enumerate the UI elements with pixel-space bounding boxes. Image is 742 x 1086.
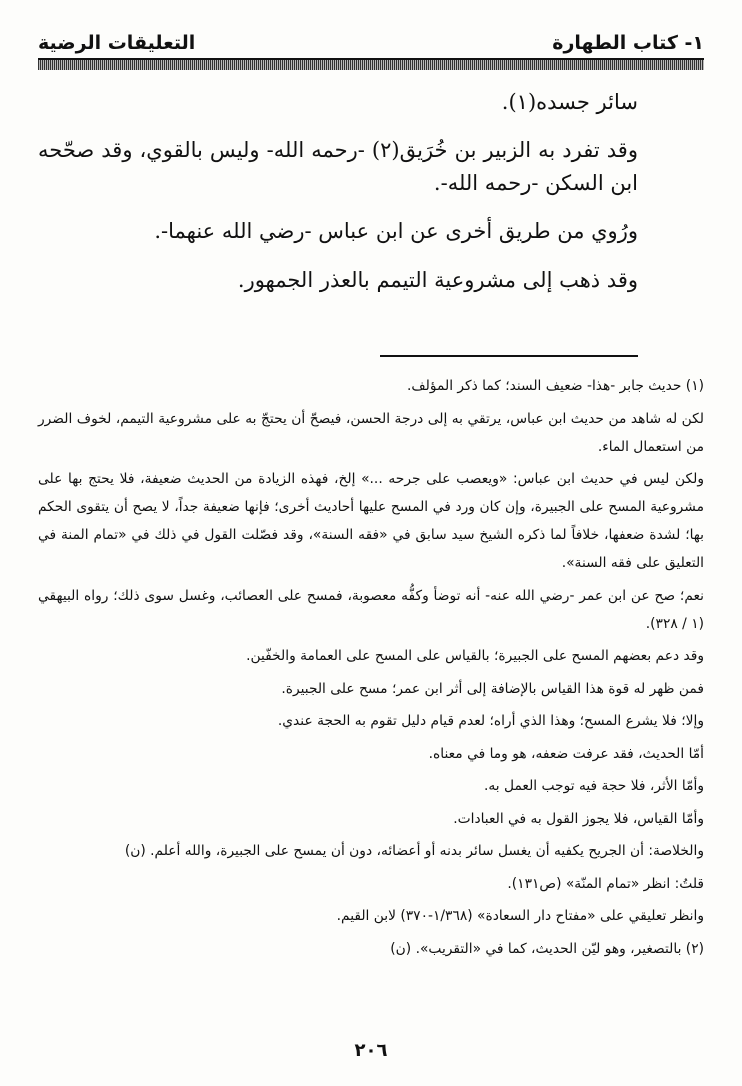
footnote-paragraph: ولكن ليس في حديث ابن عباس: «ويعصب على جرحه ...» إلخ، فهذه الزيادة من الحديث ضعيفة، فلا يحتج بها على مشروعية المسح على الجبيرة، وإن كان ورد في المسح عليها أحاديث أخرى؛ فإنها ضعيفة جداً، لا يصح أن يتقوى الحكم بها؛ لشدة ضعفها، خلافاً لما ذكره الشيخ سيد سابق في «فقه السنة»، وقد فصّلت القول في ذلك في «تمام المنة في التعليق على فقه السنة».: [38, 471, 704, 571]
main-text: [38, 86, 638, 298]
book-title: التعليقات الرضية: [38, 32, 196, 54]
footnote-paragraph: لكن له شاهد من حديث ابن عباس، يرتقي به إلى درجة الحسن، فيصحّ أن يحتجّ به على مشروعية التيمم، لخوف الضرر من استعمال الماء.: [38, 410, 704, 455]
footnote-paragraph: والخلاصة: أن الجريح يكفيه أن يغسل سائر بدنه أو أعضائه، دون أن يمسح على الجبيرة، والله أعلم. (ن): [124, 843, 704, 859]
main-paragraph-4: وقد ذهب إلى مشروعية التيمم بالعذر الجمهور.: [237, 268, 638, 293]
footnote-paragraph: فمن ظهر له قوة هذا القياس بالإضافة إلى أثر ابن عمر؛ مسح على الجبيرة.: [281, 680, 704, 697]
chapter-title: ١- كتاب الطهارة: [552, 32, 704, 54]
footnote-paragraph: نعم؛ صح عن ابن عمر -رضي الله عنه- أنه توضأ وكفُّه معصوبة، فمسح على العصائب، وغسل سوى ذلك؛ رواه البيهقي (١ / ٣٢٨).: [38, 587, 704, 632]
footnote-paragraph: وأمّا الأثر، فلا حجة فيه توجب العمل به.: [484, 778, 704, 794]
footnote-paragraph: وأمّا القياس، فلا يجوز القول به في العبادات.: [453, 810, 704, 827]
footnote-2: (٢) بالتصغير، وهو ليّن الحديث، كما في «التقريب». (ن): [390, 940, 704, 957]
footnote-paragraph: وانظر تعليقي على «مفتاح دار السعادة» (١/٣٦٨-٣٧٠) لابن القيم.: [336, 908, 704, 924]
header-rule: [38, 58, 704, 70]
footnote-paragraph: أمّا الحديث، فقد عرفت ضعفه، هو وما في معناه.: [428, 745, 704, 762]
footnote-rule: [380, 355, 638, 357]
footnote-paragraph: وقد دعم بعضهم المسح على الجبيرة؛ بالقياس على المسح على العمامة والخفّين.: [246, 648, 704, 664]
footnotes: [38, 372, 704, 967]
main-paragraph-2: وقد تفرد به الزبير بن خُرَيق(٢) -رحمه الله- وليس بالقوي، وقد صحّحه ابن السكن -رحمه الله-.: [38, 137, 638, 196]
footnote-1: (١) حديث جابر -هذا- ضعيف السند؛ كما ذكر المؤلف.: [407, 378, 704, 394]
main-paragraph-3: ورُوي من طريق أخرى عن ابن عباس -رضي الله عنهما-.: [154, 218, 638, 243]
footnote-paragraph: قلتُ: انظر «تمام المنّة» (ص١٣١).: [507, 875, 704, 892]
main-paragraph-1: سائر جسده(١).: [501, 90, 638, 114]
running-header: [38, 26, 704, 60]
footnote-paragraph: وإلا؛ فلا يشرع المسح؛ وهذا الذي أراه؛ لعدم قيام دليل تقوم به الحجة عندي.: [277, 713, 704, 729]
page-number: ٢٠٦: [354, 1040, 388, 1061]
